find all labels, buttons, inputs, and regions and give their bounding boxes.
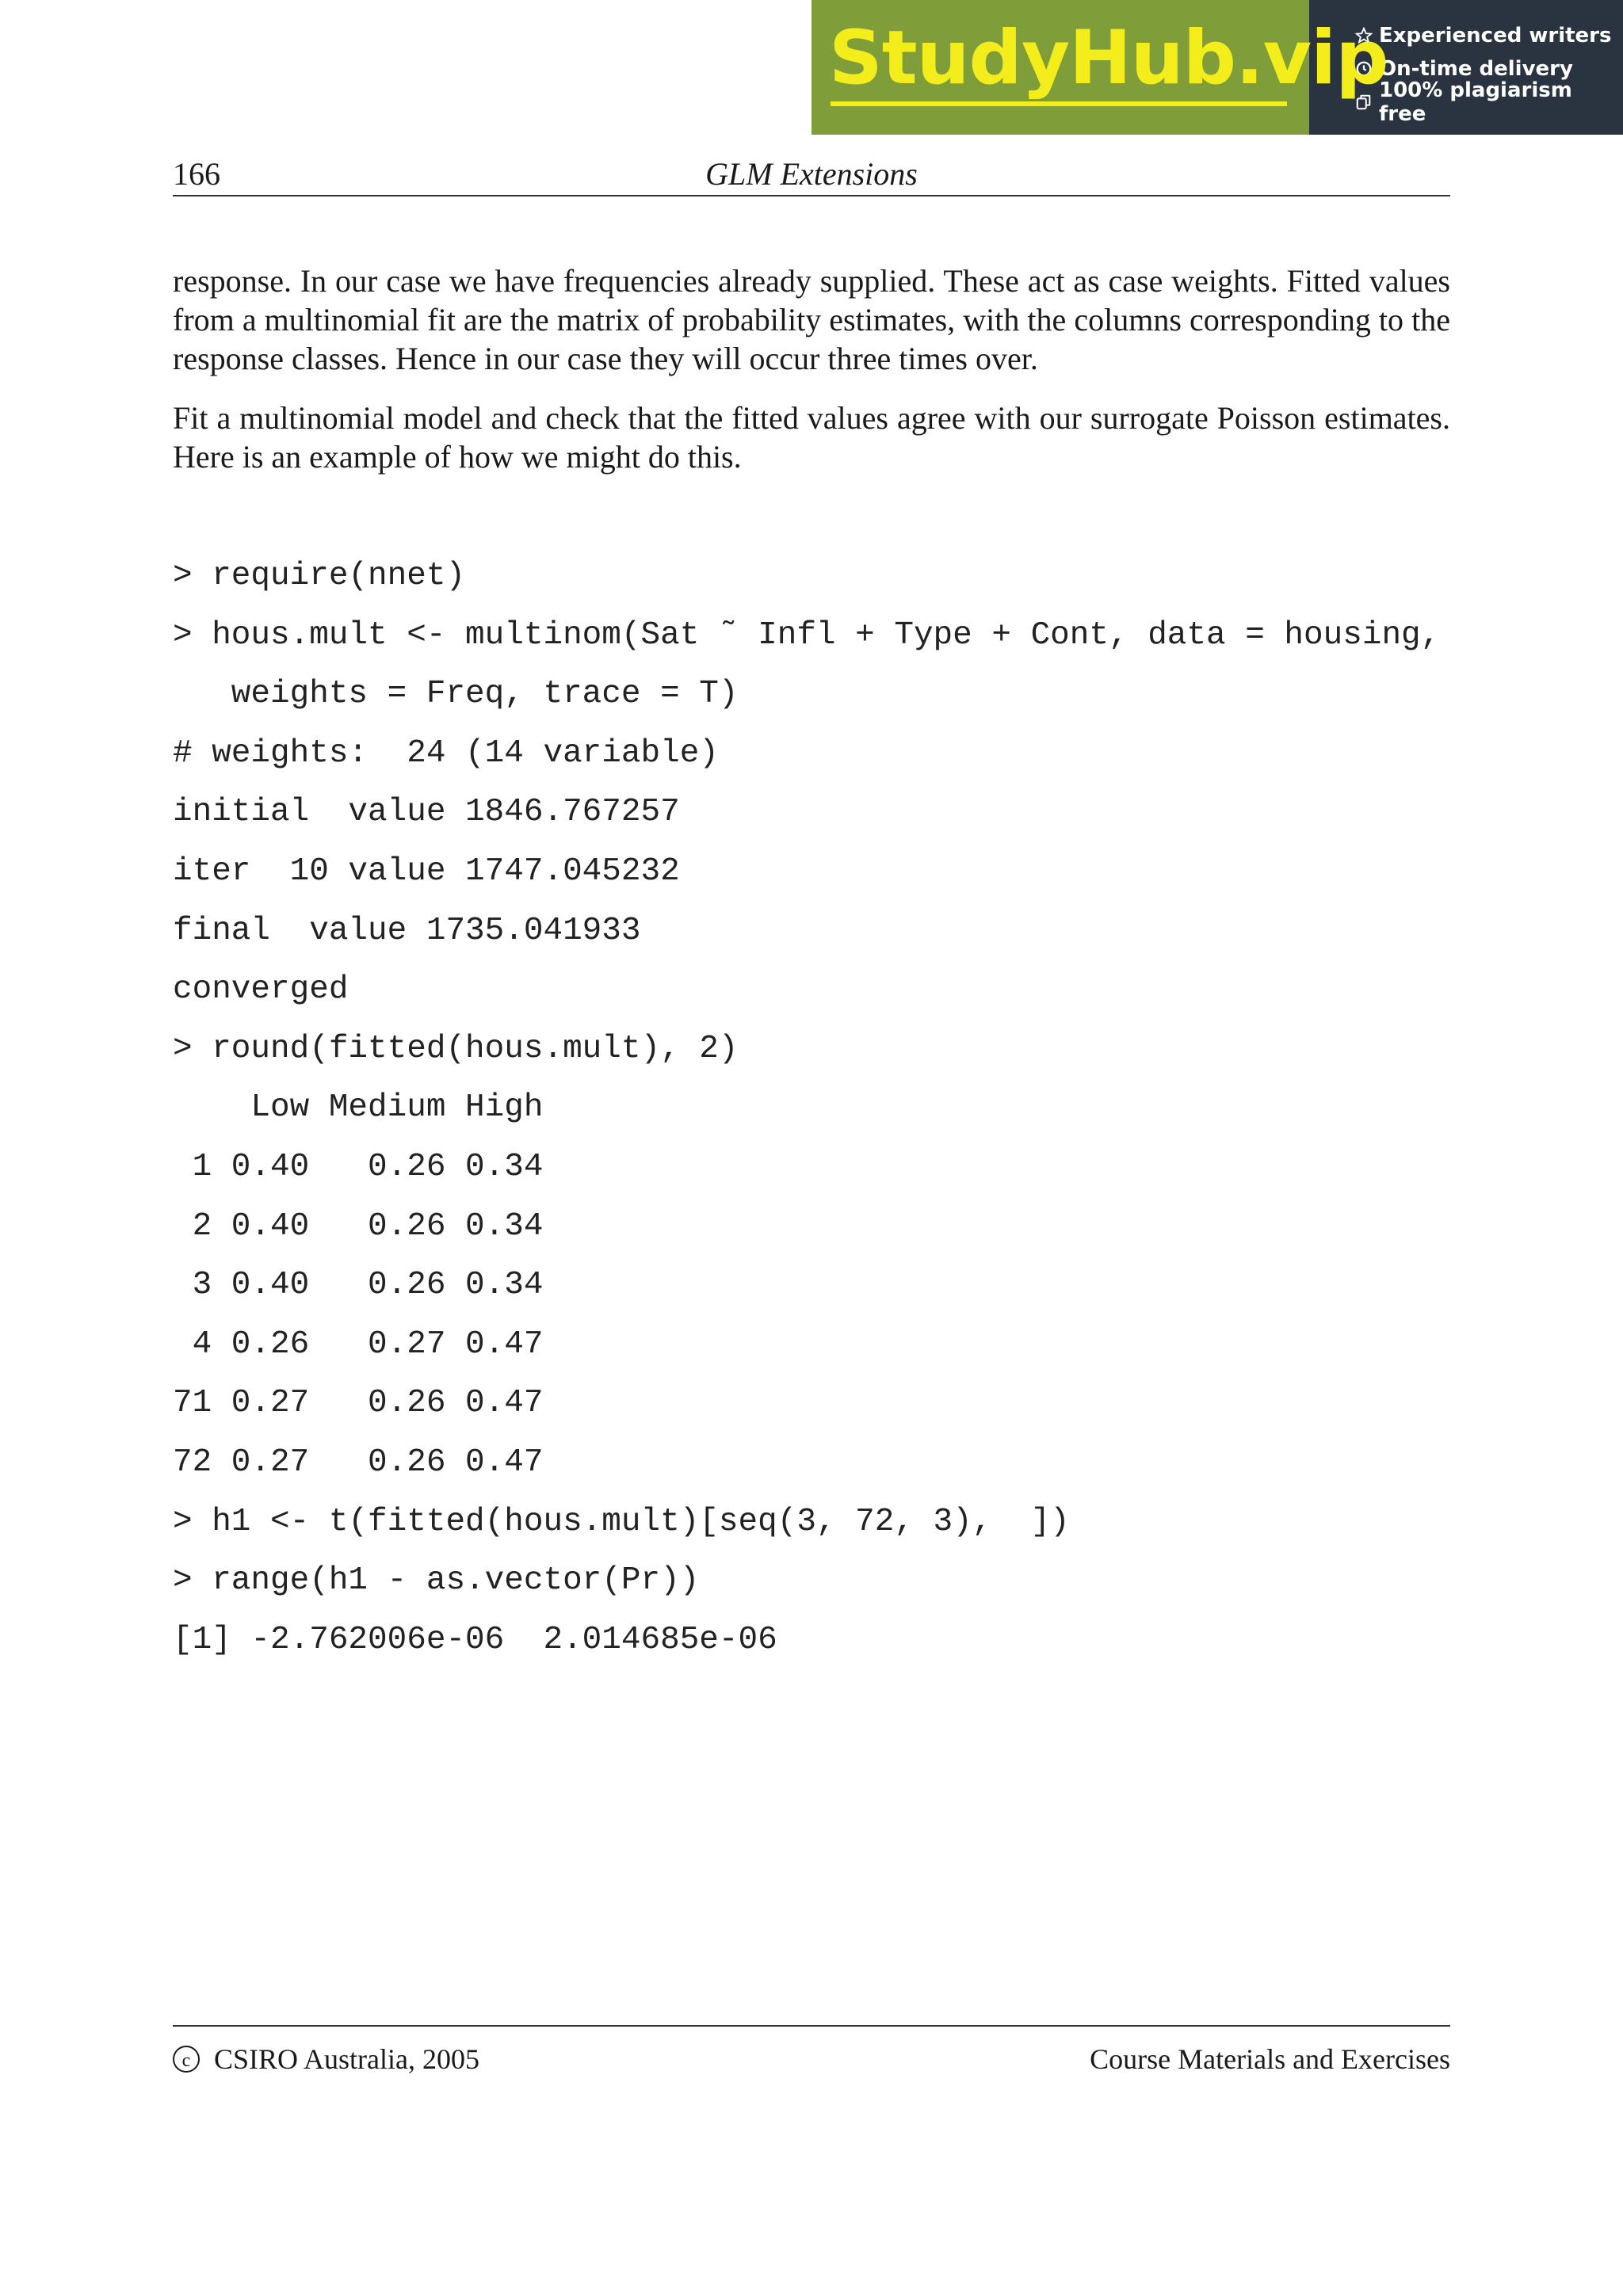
studyhub-logo[interactable] xyxy=(812,0,1388,135)
code-line: initial value 1846.767257 xyxy=(173,794,680,831)
code-line: iter 10 value 1747.045232 xyxy=(173,852,680,890)
code-line: > range(h1 - as.vector(Pr)) xyxy=(173,1562,700,1600)
feature-plagiarism-free xyxy=(1355,78,1623,126)
feature-label: 100% plagiarism free xyxy=(1379,78,1572,126)
code-line: converged xyxy=(173,971,349,1009)
feature-label: On-time delivery xyxy=(1379,57,1573,81)
code-line: 71 0.27 0.26 0.47 xyxy=(173,1385,544,1422)
code-line: > round(fitted(hous.mult), 2) xyxy=(173,1030,739,1067)
page-number: 166 xyxy=(173,156,220,192)
footer-copyright xyxy=(173,2042,479,2076)
r-code-block xyxy=(173,556,1450,1679)
footer-right-text: Course Materials and Exercises xyxy=(1090,2043,1450,2075)
body-text xyxy=(173,261,1450,497)
page-footer xyxy=(173,2025,1450,2075)
code-line: 1 0.40 0.26 0.34 xyxy=(173,1148,544,1185)
code-line: 72 0.27 0.26 0.47 xyxy=(173,1444,544,1481)
copyright-icon: c xyxy=(173,2046,200,2073)
running-header xyxy=(173,155,1450,196)
code-line: weights = Freq, trace = T) xyxy=(173,676,739,713)
paragraph: response. In our case we have frequencies already supplied. These act as case weights. Fitted values from a multinomial fit are the matrix of probability estimates, with the columns corresponding to the response classes. Hence in our case they will occur three times over. xyxy=(173,263,1450,376)
code-line: final value 1735.041933 xyxy=(173,912,641,949)
chapter-title: GLM Extensions xyxy=(705,156,918,192)
feature-experienced-writers xyxy=(1355,19,1623,52)
code-line: > hous.mult <- multinom(Sat ˜ Infl + Type + Cont, data = housing, xyxy=(173,616,1441,654)
code-line: # weights: 24 (14 variable) xyxy=(173,734,719,772)
code-line: 3 0.40 0.26 0.34 xyxy=(173,1267,544,1304)
code-line: > h1 <- t(fitted(hous.mult)[seq(3, 72, 3), ]) xyxy=(173,1503,1070,1540)
logo-underline xyxy=(831,101,1287,106)
studyhub-logo-text: StudyHub.vip xyxy=(829,15,1388,101)
code-line: Low Medium High xyxy=(173,1089,544,1127)
code-line: > require(nnet) xyxy=(173,558,466,594)
paragraph: Fit a multinomial model and check that the fitted values agree with our surrogate Poisson estimates. Here is an example of how we might do this. xyxy=(173,400,1450,475)
code-line: 2 0.40 0.26 0.34 xyxy=(173,1207,544,1245)
footer-left-text: CSIRO Australia, 2005 xyxy=(214,2043,480,2075)
code-line: [1] -2.762006e-06 2.014685e-06 xyxy=(173,1621,777,1658)
code-line: 4 0.26 0.27 0.47 xyxy=(173,1325,544,1363)
studyhub-banner[interactable] xyxy=(812,0,1623,135)
feature-label: Experienced writers xyxy=(1379,24,1612,48)
